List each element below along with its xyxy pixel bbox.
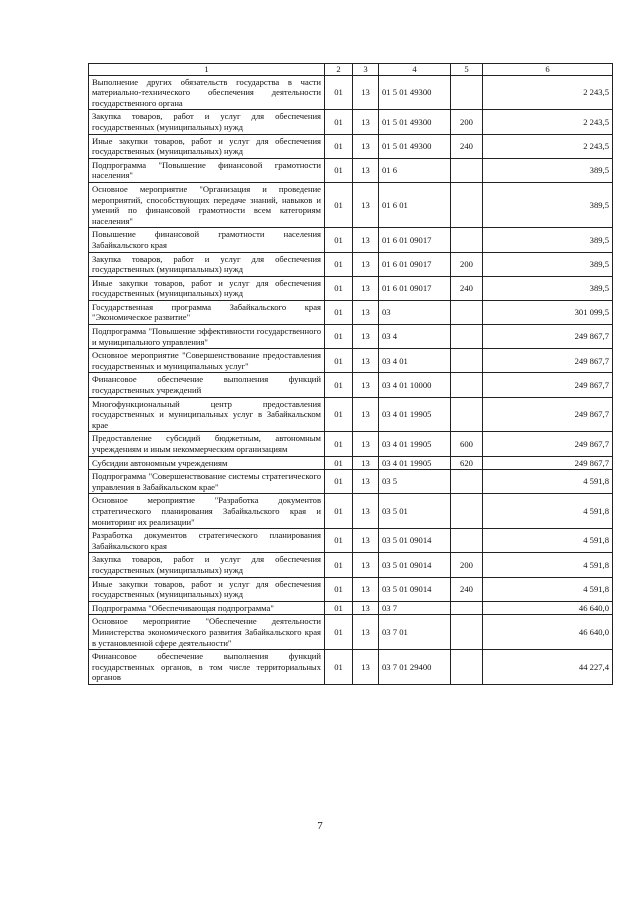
amount-cell: 389,5: [483, 228, 613, 252]
expense-type-cell: 200: [451, 553, 483, 577]
row-name-cell: Основное мероприятие "Разработка документов стратегического планирования Забайкальского края и мониторинг их реализации": [89, 494, 325, 529]
subsection-code-cell: 13: [353, 182, 379, 227]
table-row: [89, 325, 613, 349]
target-article-cell: 01 6 01 09017: [379, 252, 451, 276]
subsection-code-cell: 13: [353, 158, 379, 182]
table-row: [89, 615, 613, 650]
subsection-code-cell: 13: [353, 134, 379, 158]
table-body: [89, 75, 613, 684]
table-row: [89, 228, 613, 252]
column-header-1: 1: [89, 64, 325, 76]
amount-cell: 389,5: [483, 182, 613, 227]
header-row: [89, 64, 613, 76]
expense-type-cell: [451, 349, 483, 373]
expense-type-cell: [451, 182, 483, 227]
subsection-code-cell: 13: [353, 494, 379, 529]
subsection-code-cell: 13: [353, 553, 379, 577]
table-row: [89, 577, 613, 601]
amount-cell: 44 227,4: [483, 650, 613, 685]
table-row: [89, 373, 613, 397]
subsection-code-cell: 13: [353, 300, 379, 324]
amount-cell: 249 867,7: [483, 325, 613, 349]
section-code-cell: 01: [325, 110, 353, 134]
section-code-cell: 01: [325, 325, 353, 349]
target-article-cell: 01 6 01 09017: [379, 228, 451, 252]
section-code-cell: 01: [325, 373, 353, 397]
row-name-cell: Иные закупки товаров, работ и услуг для обеспечения государственных (муниципальных) нужд: [89, 276, 325, 300]
subsection-code-cell: 13: [353, 650, 379, 685]
section-code-cell: 01: [325, 300, 353, 324]
section-code-cell: 01: [325, 134, 353, 158]
subsection-code-cell: 13: [353, 75, 379, 110]
column-header-5: 5: [451, 64, 483, 76]
table-row: [89, 300, 613, 324]
row-name-cell: Основное мероприятие "Обеспечение деятельности Министерства экономического развития Забайкальского края в установленной сфере деятельности": [89, 615, 325, 650]
subsection-code-cell: 13: [353, 349, 379, 373]
amount-cell: 2 243,5: [483, 75, 613, 110]
target-article-cell: 03 4 01 19905: [379, 456, 451, 470]
table-row: [89, 75, 613, 110]
table-row: [89, 182, 613, 227]
column-header-3: 3: [353, 64, 379, 76]
subsection-code-cell: 13: [353, 325, 379, 349]
expense-type-cell: 240: [451, 134, 483, 158]
table-row: [89, 553, 613, 577]
section-code-cell: 01: [325, 432, 353, 456]
row-name-cell: Иные закупки товаров, работ и услуг для обеспечения государственных (муниципальных) нужд: [89, 577, 325, 601]
expense-type-cell: [451, 325, 483, 349]
amount-cell: 2 243,5: [483, 134, 613, 158]
row-name-cell: Основное мероприятие "Организация и проведение мероприятий, способствующих передаче знаний, навыков и умений по финансовой грамотности всем категориям населения": [89, 182, 325, 227]
amount-cell: 249 867,7: [483, 432, 613, 456]
amount-cell: 249 867,7: [483, 349, 613, 373]
subsection-code-cell: 13: [353, 577, 379, 601]
expense-type-cell: 240: [451, 276, 483, 300]
table-row: [89, 601, 613, 615]
amount-cell: 389,5: [483, 158, 613, 182]
section-code-cell: 01: [325, 276, 353, 300]
row-name-cell: Основное мероприятие "Совершенствование предоставления государственных и муниципальных услуг": [89, 349, 325, 373]
subsection-code-cell: 13: [353, 110, 379, 134]
subsection-code-cell: 13: [353, 529, 379, 553]
amount-cell: 389,5: [483, 276, 613, 300]
table-row: [89, 650, 613, 685]
column-header-4: 4: [379, 64, 451, 76]
expense-type-cell: 240: [451, 577, 483, 601]
target-article-cell: 03: [379, 300, 451, 324]
row-name-cell: Закупка товаров, работ и услуг для обеспечения государственных (муниципальных) нужд: [89, 110, 325, 134]
table-row: [89, 397, 613, 432]
table-row: [89, 456, 613, 470]
target-article-cell: 01 5 01 49300: [379, 75, 451, 110]
expense-type-cell: [451, 494, 483, 529]
expense-type-cell: [451, 601, 483, 615]
row-name-cell: Закупка товаров, работ и услуг для обеспечения государственных (муниципальных) нужд: [89, 252, 325, 276]
target-article-cell: 03 5 01 09014: [379, 577, 451, 601]
subsection-code-cell: 13: [353, 470, 379, 494]
expense-type-cell: [451, 650, 483, 685]
amount-cell: 301 099,5: [483, 300, 613, 324]
row-name-cell: Подпрограмма "Совершенствование системы стратегического управления в Забайкальском крае": [89, 470, 325, 494]
subsection-code-cell: 13: [353, 432, 379, 456]
target-article-cell: 03 7: [379, 601, 451, 615]
section-code-cell: 01: [325, 601, 353, 615]
target-article-cell: 03 4 01 10000: [379, 373, 451, 397]
target-article-cell: 01 5 01 49300: [379, 134, 451, 158]
expense-type-cell: [451, 470, 483, 494]
expense-type-cell: 200: [451, 252, 483, 276]
table-row: [89, 252, 613, 276]
target-article-cell: 01 6: [379, 158, 451, 182]
subsection-code-cell: 13: [353, 397, 379, 432]
subsection-code-cell: 13: [353, 373, 379, 397]
amount-cell: 4 591,8: [483, 494, 613, 529]
table-row: [89, 134, 613, 158]
row-name-cell: Иные закупки товаров, работ и услуг для обеспечения государственных (муниципальных) нужд: [89, 134, 325, 158]
row-name-cell: Подпрограмма "Повышение эффективности государственного и муниципального управления": [89, 325, 325, 349]
target-article-cell: 03 4 01 19905: [379, 432, 451, 456]
amount-cell: 249 867,7: [483, 456, 613, 470]
amount-cell: 249 867,7: [483, 373, 613, 397]
target-article-cell: 03 4 01 19905: [379, 397, 451, 432]
target-article-cell: 03 7 01: [379, 615, 451, 650]
row-name-cell: Выполнение других обязательств государства в части материально-технического обеспечения деятельности государственного органа: [89, 75, 325, 110]
subsection-code-cell: 13: [353, 228, 379, 252]
row-name-cell: Финансовое обеспечение выполнения функций государственных учреждений: [89, 373, 325, 397]
subsection-code-cell: 13: [353, 252, 379, 276]
target-article-cell: 03 5 01 09014: [379, 529, 451, 553]
expense-type-cell: [451, 158, 483, 182]
target-article-cell: 01 5 01 49300: [379, 110, 451, 134]
row-name-cell: Закупка товаров, работ и услуг для обеспечения государственных (муниципальных) нужд: [89, 553, 325, 577]
target-article-cell: 03 5 01: [379, 494, 451, 529]
section-code-cell: 01: [325, 75, 353, 110]
amount-cell: 46 640,0: [483, 615, 613, 650]
expense-type-cell: [451, 300, 483, 324]
table-row: [89, 158, 613, 182]
column-header-6: 6: [483, 64, 613, 76]
target-article-cell: 01 6 01: [379, 182, 451, 227]
target-article-cell: 03 7 01 29400: [379, 650, 451, 685]
expense-type-cell: [451, 373, 483, 397]
table-row: [89, 494, 613, 529]
amount-cell: 249 867,7: [483, 397, 613, 432]
table-row: [89, 349, 613, 373]
expense-type-cell: [451, 75, 483, 110]
row-name-cell: Государственная программа Забайкальского края "Экономическое развитие": [89, 300, 325, 324]
page-number: 7: [317, 820, 323, 832]
row-name-cell: Подпрограмма "Обеспечивающая подпрограмма": [89, 601, 325, 615]
section-code-cell: 01: [325, 349, 353, 373]
amount-cell: 4 591,8: [483, 577, 613, 601]
row-name-cell: Повышение финансовой грамотности населения Забайкальского края: [89, 228, 325, 252]
amount-cell: 4 591,8: [483, 529, 613, 553]
expense-type-cell: 620: [451, 456, 483, 470]
section-code-cell: 01: [325, 650, 353, 685]
table-row: [89, 276, 613, 300]
target-article-cell: 03 5: [379, 470, 451, 494]
section-code-cell: 01: [325, 529, 353, 553]
amount-cell: 4 591,8: [483, 553, 613, 577]
subsection-code-cell: 13: [353, 615, 379, 650]
expense-type-cell: [451, 228, 483, 252]
expense-type-cell: [451, 615, 483, 650]
row-name-cell: Разработка документов стратегического планирования Забайкальского края: [89, 529, 325, 553]
amount-cell: 389,5: [483, 252, 613, 276]
target-article-cell: 03 5 01 09014: [379, 553, 451, 577]
section-code-cell: 01: [325, 397, 353, 432]
section-code-cell: 01: [325, 158, 353, 182]
amount-cell: 2 243,5: [483, 110, 613, 134]
column-header-2: 2: [325, 64, 353, 76]
table-row: [89, 529, 613, 553]
row-name-cell: Подпрограмма "Повышение финансовой грамотности населения": [89, 158, 325, 182]
amount-cell: 46 640,0: [483, 601, 613, 615]
table-row: [89, 470, 613, 494]
expense-type-cell: 600: [451, 432, 483, 456]
subsection-code-cell: 13: [353, 456, 379, 470]
section-code-cell: 01: [325, 252, 353, 276]
section-code-cell: 01: [325, 577, 353, 601]
section-code-cell: 01: [325, 553, 353, 577]
subsection-code-cell: 13: [353, 601, 379, 615]
section-code-cell: 01: [325, 615, 353, 650]
amount-cell: 4 591,8: [483, 470, 613, 494]
expense-type-cell: [451, 529, 483, 553]
section-code-cell: 01: [325, 494, 353, 529]
target-article-cell: 03 4 01: [379, 349, 451, 373]
row-name-cell: Предоставление субсидий бюджетным, автономным учреждениям и иным некоммерческим организациям: [89, 432, 325, 456]
section-code-cell: 01: [325, 470, 353, 494]
section-code-cell: 01: [325, 182, 353, 227]
expense-type-cell: [451, 397, 483, 432]
target-article-cell: 03 4: [379, 325, 451, 349]
target-article-cell: 01 6 01 09017: [379, 276, 451, 300]
subsection-code-cell: 13: [353, 276, 379, 300]
expense-type-cell: 200: [451, 110, 483, 134]
table-row: [89, 432, 613, 456]
section-code-cell: 01: [325, 456, 353, 470]
row-name-cell: Финансовое обеспечение выполнения функций государственных органов, в том числе территориальных органов: [89, 650, 325, 685]
budget-table: [88, 63, 613, 685]
table-row: [89, 110, 613, 134]
section-code-cell: 01: [325, 228, 353, 252]
row-name-cell: Субсидии автономным учреждениям: [89, 456, 325, 470]
row-name-cell: Многофункциональный центр предоставления государственных и муниципальных услуг в Забайкальском крае: [89, 397, 325, 432]
